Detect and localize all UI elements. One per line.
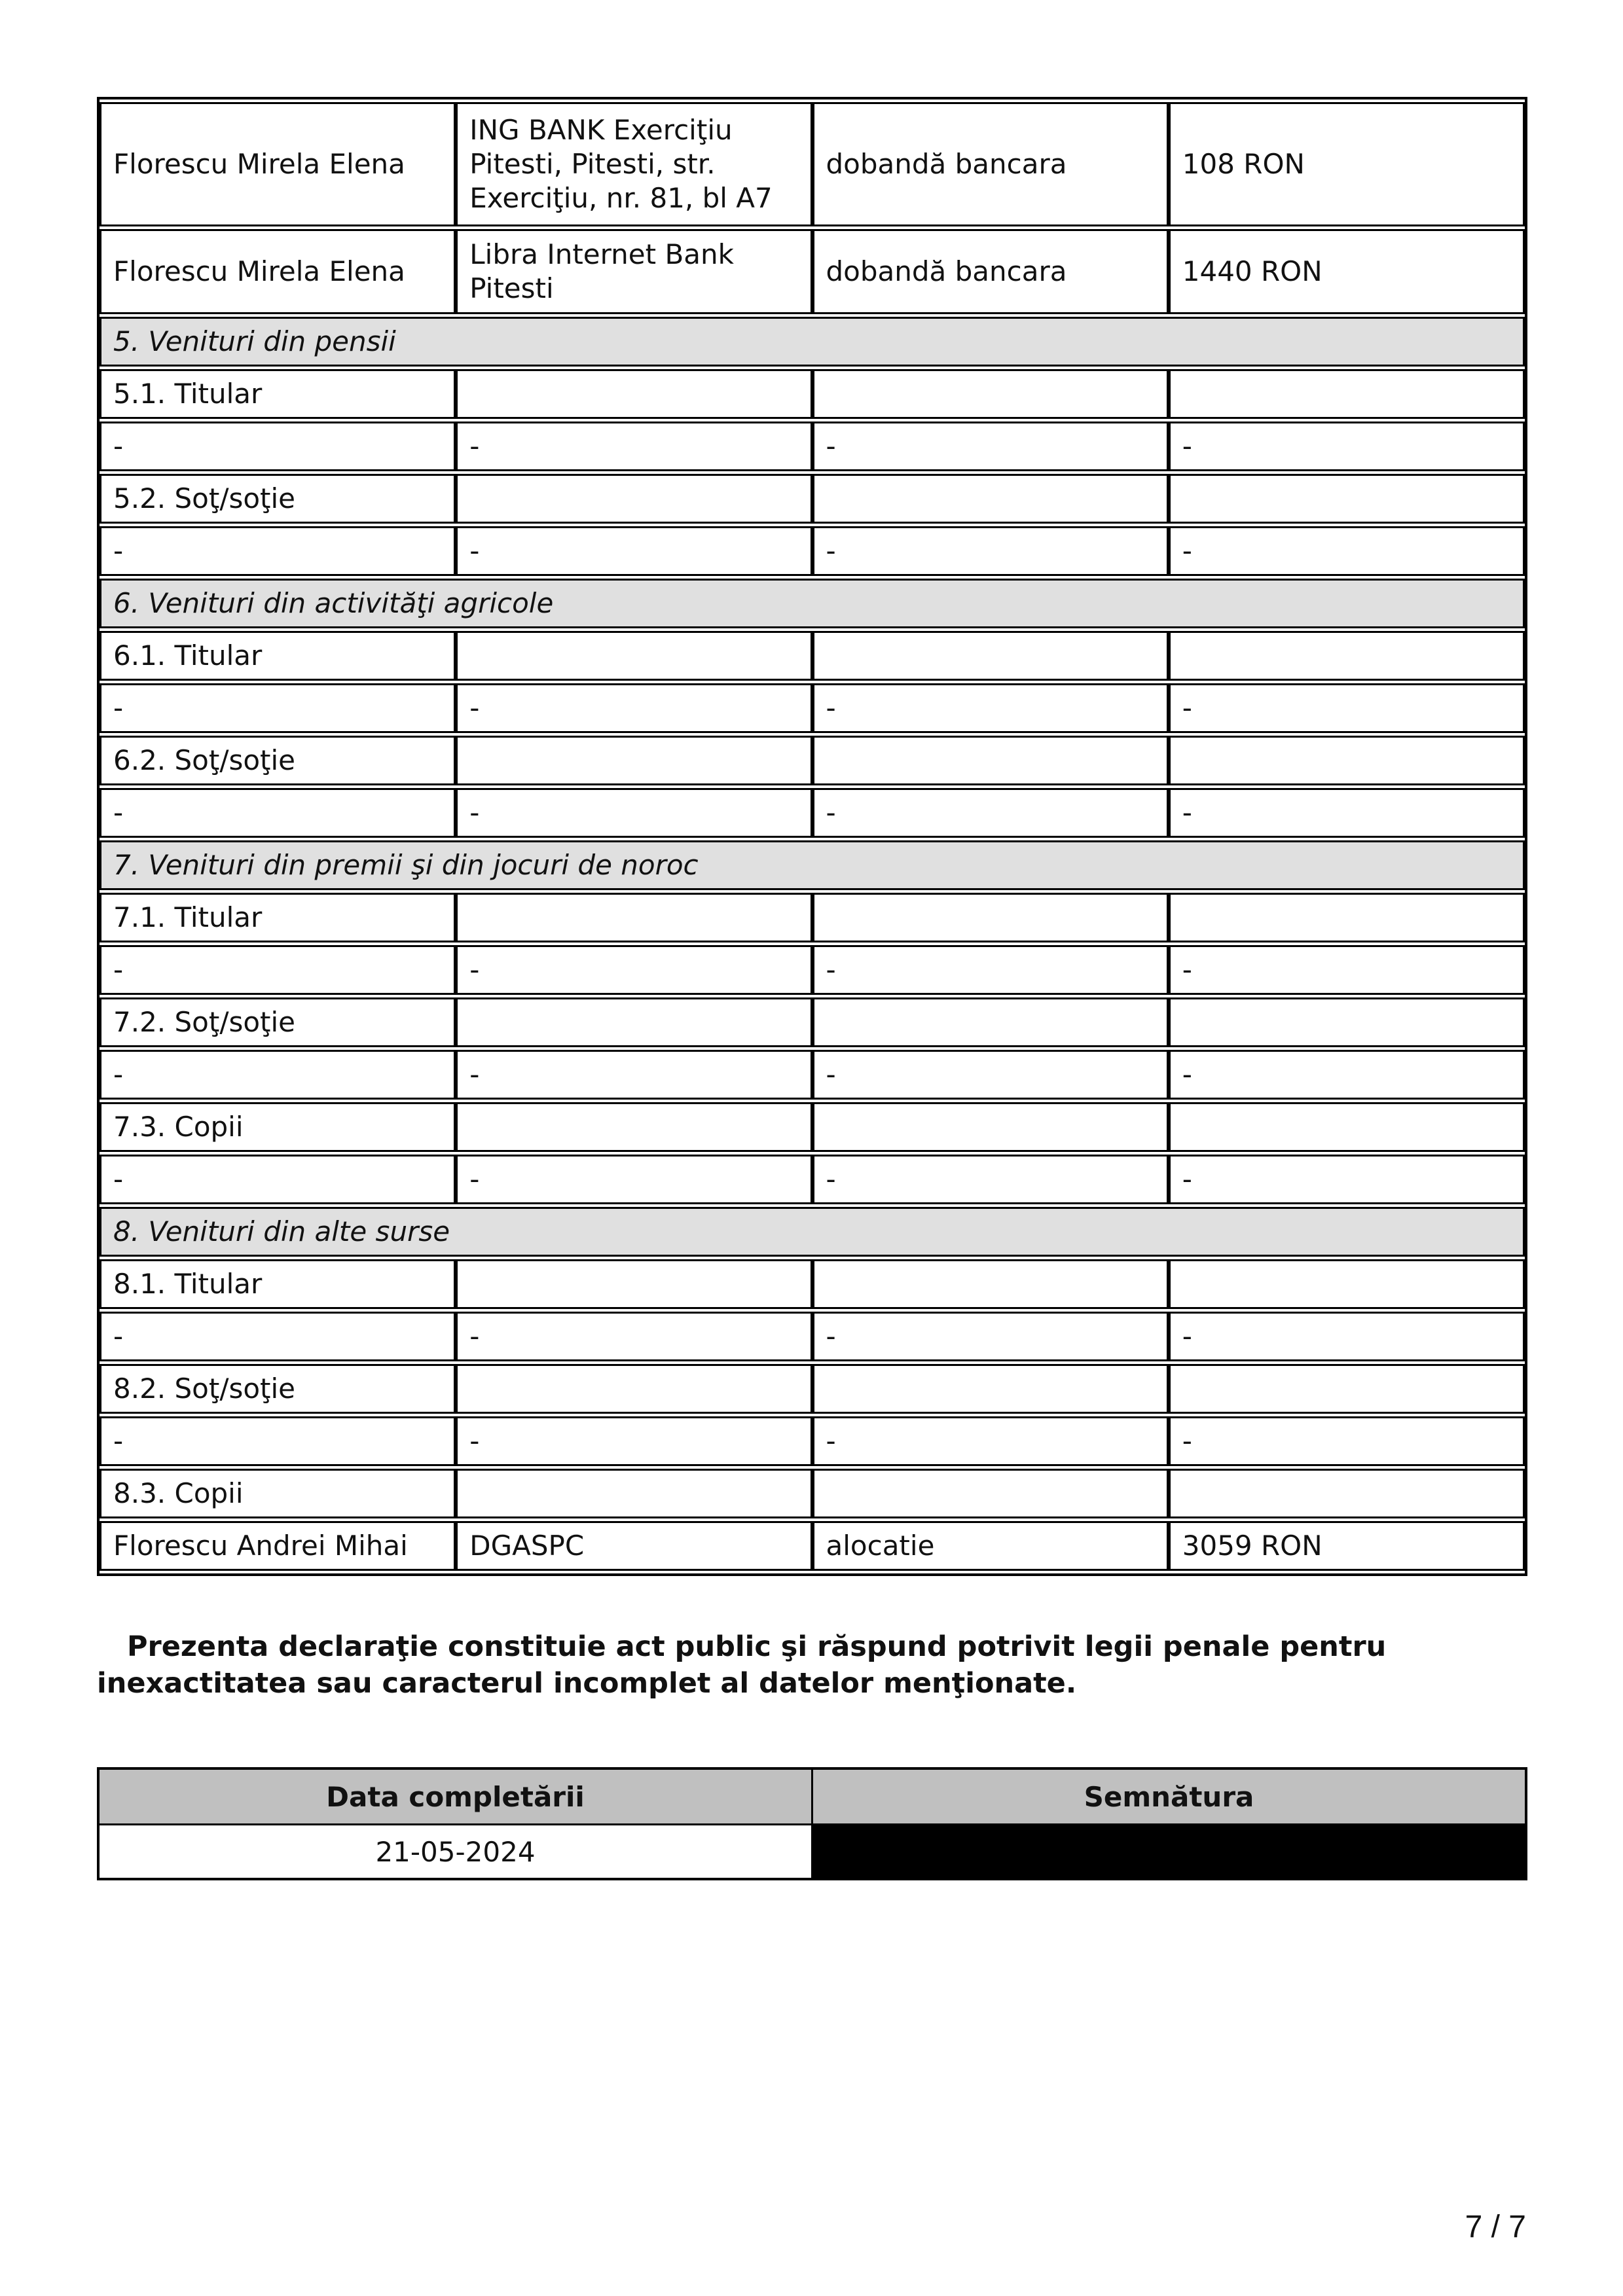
table-cell: alocatie [812,1521,1169,1571]
table-cell [1169,1469,1525,1518]
table-cell: - [456,1416,812,1466]
income-table [97,97,1527,1576]
table-row [100,893,1525,942]
table-row [100,1521,1525,1571]
table-row [100,631,1525,681]
completion-date: 21-05-2024 [98,1825,812,1880]
table-cell: - [100,1155,456,1204]
redacted-signature [812,1825,1527,1880]
table-cell [1169,631,1525,681]
table-cell: Florescu Andrei Mihai [100,1521,456,1571]
table-cell [1169,1364,1525,1414]
table-cell [456,736,812,785]
table-cell [456,369,812,419]
table-row [100,1050,1525,1100]
signature-header: Semnătura [812,1768,1527,1825]
table-cell [1169,1102,1525,1152]
declaration-statement: Prezenta declaraţie constituie act public şi răspund potrivit legii penale pentru inexactitatea sau caracterul incomplet al datelor menţionate. [97,1630,1387,1700]
table-cell [1169,1259,1525,1309]
table-cell: - [100,1050,456,1100]
table-cell: - [456,1050,812,1100]
table-row [100,788,1525,838]
table-cell: 7.2. Soţ/soţie [100,997,456,1047]
table-cell: - [456,526,812,576]
table-cell: 6.1. Titular [100,631,456,681]
table-row [100,474,1525,524]
table-cell [456,997,812,1047]
table-cell [812,631,1169,681]
table-row [100,1259,1525,1309]
table-row [100,1364,1525,1414]
table-cell: - [1169,683,1525,733]
table-cell [812,369,1169,419]
table-row [100,102,1525,226]
page-number: 7 / 7 [1465,2210,1526,2244]
table-cell [1169,369,1525,419]
table-cell: - [1169,1050,1525,1100]
table-row [100,1155,1525,1204]
table-cell: 5.2. Soţ/soţie [100,474,456,524]
section-header-row [100,317,1525,367]
table-cell [456,1364,812,1414]
table-cell: 6.2. Soţ/soţie [100,736,456,785]
table-cell [812,997,1169,1047]
table-cell [812,736,1169,785]
table-cell: ING BANK Exerciţiu Pitesti, Pitesti, str. Exerciţiu, nr. 81, bl A7 [456,102,812,226]
table-cell [456,631,812,681]
table-cell: - [456,683,812,733]
table-row [100,526,1525,576]
section-header-row [100,1207,1525,1257]
table-cell: 3059 RON [1169,1521,1525,1571]
table-cell [812,474,1169,524]
table-cell: - [456,422,812,471]
table-cell: - [812,788,1169,838]
table-cell: 8.3. Copii [100,1469,456,1518]
table-cell [456,474,812,524]
table-cell: 1440 RON [1169,229,1525,314]
table-cell: - [812,1155,1169,1204]
table-cell: - [100,1312,456,1361]
section-title: 6. Venituri din activităţi agricole [100,579,1525,628]
section-header-row [100,840,1525,890]
table-row [100,1312,1525,1361]
table-cell [812,1364,1169,1414]
section-title: 5. Venituri din pensii [100,317,1525,367]
table-cell: - [812,945,1169,995]
table-cell: - [100,788,456,838]
table-cell: - [1169,788,1525,838]
table-cell: dobandă bancara [812,102,1169,226]
table-row [100,997,1525,1047]
table-cell: - [100,1416,456,1466]
table-cell: 5.1. Titular [100,369,456,419]
table-row [100,369,1525,419]
table-cell: - [100,683,456,733]
table-cell [456,893,812,942]
table-cell [1169,893,1525,942]
table-cell: - [812,1312,1169,1361]
table-cell [456,1469,812,1518]
table-cell: Florescu Mirela Elena [100,102,456,226]
table-cell: 108 RON [1169,102,1525,226]
section-title: 7. Venituri din premii şi din jocuri de noroc [100,840,1525,890]
table-row [100,422,1525,471]
table-cell: - [1169,526,1525,576]
table-cell: 7.3. Copii [100,1102,456,1152]
table-row [100,229,1525,314]
table-cell: - [812,422,1169,471]
section-header-row [100,579,1525,628]
table-cell: - [812,526,1169,576]
table-row [100,1102,1525,1152]
table-cell: - [456,1312,812,1361]
table-cell: Florescu Mirela Elena [100,229,456,314]
table-cell: - [1169,1416,1525,1466]
table-cell [1169,736,1525,785]
table-cell [812,1102,1169,1152]
table-cell: - [1169,1312,1525,1361]
section-title: 8. Venituri din alte surse [100,1207,1525,1257]
table-cell: - [812,1416,1169,1466]
table-cell: Libra Internet Bank Pitesti [456,229,812,314]
table-cell: DGASPC [456,1521,812,1571]
table-cell [812,1469,1169,1518]
table-cell [1169,474,1525,524]
table-row [100,683,1525,733]
table-cell: - [812,683,1169,733]
table-row [100,1469,1525,1518]
table-cell: 8.1. Titular [100,1259,456,1309]
table-cell: - [100,526,456,576]
table-cell: - [100,422,456,471]
income-table-body [100,102,1525,1571]
date-header: Data completării [98,1768,812,1825]
table-row [100,1416,1525,1466]
table-cell [812,893,1169,942]
table-cell: - [1169,422,1525,471]
table-cell: - [100,945,456,995]
table-cell [812,1259,1169,1309]
table-cell: - [812,1050,1169,1100]
table-cell [456,1102,812,1152]
table-row [100,945,1525,995]
table-cell [1169,997,1525,1047]
table-cell: - [456,788,812,838]
table-cell: - [456,945,812,995]
table-cell: - [456,1155,812,1204]
signature-table [97,1767,1527,1880]
table-cell [456,1259,812,1309]
table-cell: 8.2. Soţ/soţie [100,1364,456,1414]
signature-value-row [98,1825,1526,1880]
table-row [100,736,1525,785]
table-cell: - [1169,1155,1525,1204]
signature-header-row [98,1768,1526,1825]
table-cell: - [1169,945,1525,995]
table-cell: dobandă bancara [812,229,1169,314]
table-cell: 7.1. Titular [100,893,456,942]
